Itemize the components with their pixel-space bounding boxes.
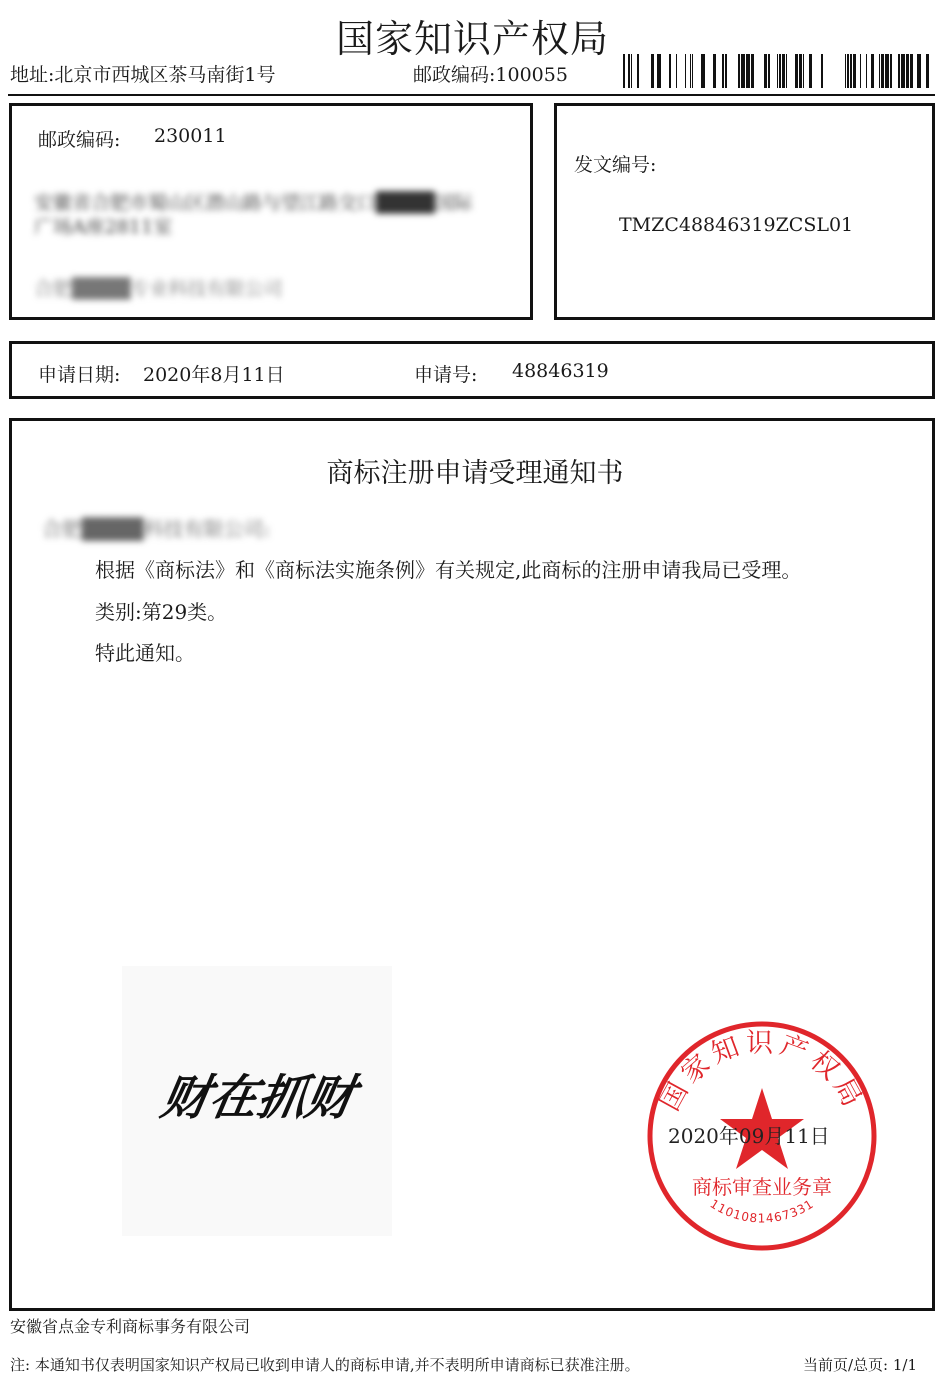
header-divider bbox=[8, 94, 935, 96]
office-postal-code: 邮政编码:100055 bbox=[413, 64, 568, 86]
seal-serial: 1101081467331 bbox=[707, 1196, 817, 1226]
recipient-postal-label: 邮政编码: bbox=[38, 129, 121, 151]
application-number-label: 申请号: bbox=[414, 364, 478, 386]
agent-name: 安徽省点金专利商标事务有限公司 bbox=[10, 1317, 251, 1336]
application-date-value: 2020年8月11日 bbox=[143, 364, 285, 386]
recipient-box bbox=[9, 103, 533, 320]
notice-box bbox=[9, 418, 935, 1311]
barcode bbox=[623, 54, 929, 88]
office-address: 地址:北京市西城区茶马南街1号 bbox=[10, 64, 276, 86]
docno-value: TMZC48846319ZCSL01 bbox=[619, 214, 854, 236]
notice-paragraph-2: 类别:第29类。 bbox=[95, 600, 228, 624]
trademark-text: 财在抓财 bbox=[156, 1070, 359, 1126]
issue-date: 2020年09月11日 bbox=[668, 1124, 830, 1148]
application-date-label: 申请日期: bbox=[38, 364, 121, 386]
application-number-value: 48846319 bbox=[512, 360, 609, 382]
trademark-specimen bbox=[122, 966, 392, 1236]
seal-top-text: 国家知识产权局 bbox=[654, 1028, 870, 1117]
notice-paragraph-3: 特此通知。 bbox=[95, 641, 195, 665]
recipient-company: 合肥████专业科技有限公司 bbox=[34, 278, 283, 300]
office-title: 国家知识产权局 bbox=[335, 17, 609, 61]
recipient-postal-code: 230011 bbox=[154, 125, 227, 147]
docno-label: 发文编号: bbox=[574, 154, 657, 176]
recipient-address-line1: 安徽省合肥市蜀山区潜山路与望江路交口████国际 bbox=[34, 192, 473, 214]
footer-note: 注: 本通知书仅表明国家知识产权局已收到申请人的商标申请,并不表明所申请商标已获准注册。 bbox=[10, 1356, 640, 1374]
document-number-box bbox=[554, 103, 935, 320]
svg-text:1101081467331 bbox=[708, 1197, 817, 1226]
notice-title: 商标注册申请受理通知书 bbox=[326, 458, 624, 489]
page-indicator: 当前页/总页: 1/1 bbox=[803, 1356, 918, 1374]
notice-paragraph-1: 根据《商标法》和《商标法实施条例》有关规定,此商标的注册申请我局已受理。 bbox=[95, 558, 802, 582]
notice-addressee: 合肥████科技有限公司: bbox=[42, 517, 271, 541]
application-info-box bbox=[9, 341, 935, 399]
recipient-address-line2: 广场A座2811室 bbox=[34, 216, 173, 238]
seal-bottom-text: 商标审查业务章 bbox=[692, 1175, 832, 1199]
